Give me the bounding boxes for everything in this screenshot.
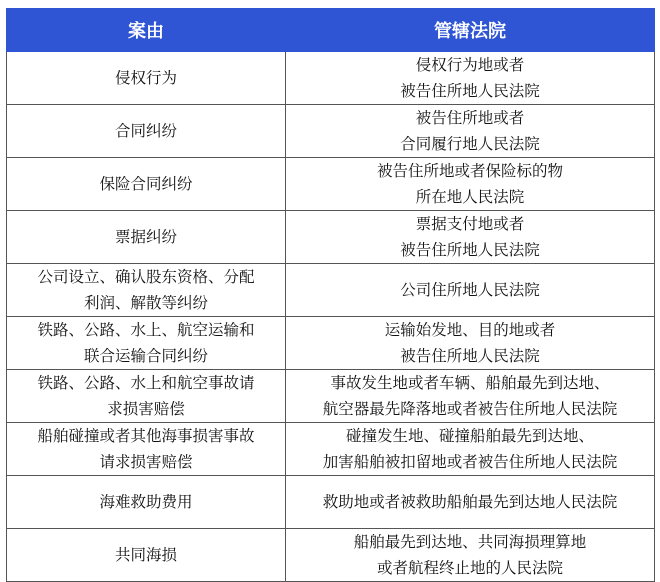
court-line: 船舶最先到达地、共同海损理算地 (353, 533, 587, 551)
cause-cell (7, 158, 286, 211)
cause-line: 船舶碰撞或者其他海事损害事故 (37, 427, 255, 445)
table-row (7, 158, 655, 211)
court-line: 被告住所地或者 (415, 109, 525, 127)
header-court: 管辖法院 (286, 9, 655, 52)
court-line: 加害船舶被扣留地或者被告住所地人民法院 (322, 453, 618, 471)
table-row (7, 476, 655, 529)
court-line: 公司住所地人民法院 (400, 281, 540, 299)
cause-cell (7, 370, 286, 423)
table-row (7, 370, 655, 423)
table-row (7, 317, 655, 370)
court-cell (286, 476, 655, 529)
cause-line: 铁路、公路、水上和航空事故请 (37, 374, 255, 392)
court-cell (286, 529, 655, 582)
court-line: 航空器最先降落地或者被告住所地人民法院 (322, 400, 618, 418)
court-cell (286, 52, 655, 105)
court-line: 事故发生地或者车辆、船舶最先到达地、 (330, 374, 610, 392)
court-cell (286, 211, 655, 264)
cause-cell (7, 529, 286, 582)
court-line: 被告住所地人民法院 (400, 82, 540, 100)
court-line: 票据支付地或者 (415, 215, 525, 233)
court-line: 被告住所地人民法院 (400, 241, 540, 259)
court-line: 被告住所地或者保险标的物 (376, 162, 563, 180)
cause-line: 海难救助费用 (99, 493, 193, 511)
table-row (7, 264, 655, 317)
court-line: 所在地人民法院 (415, 188, 525, 206)
court-line: 救助地或者被救助船舶最先到达地人民法院 (322, 493, 618, 511)
cause-line: 合同纠纷 (114, 122, 177, 140)
cause-line: 侵权行为 (114, 69, 177, 87)
court-line: 或者航程终止地的人民法院 (376, 559, 563, 577)
table-row (7, 423, 655, 476)
court-cell (286, 423, 655, 476)
cause-cell (7, 211, 286, 264)
cause-line: 共同海损 (114, 546, 177, 564)
court-cell (286, 370, 655, 423)
court-line: 合同履行地人民法院 (400, 135, 540, 153)
table-row (7, 211, 655, 264)
header-cause: 案由 (7, 9, 286, 52)
cause-line: 票据纠纷 (114, 228, 177, 246)
court-cell (286, 264, 655, 317)
court-cell (286, 105, 655, 158)
cause-line: 联合运输合同纠纷 (83, 347, 208, 365)
cause-line: 铁路、公路、水上、航空运输和 (37, 321, 255, 339)
court-line: 运输始发地、目的地或者 (384, 321, 556, 339)
court-line: 侵权行为地或者 (415, 56, 525, 74)
court-cell (286, 317, 655, 370)
court-line: 碰撞发生地、碰撞船舶最先到达地、 (345, 427, 594, 445)
table-row (7, 52, 655, 105)
cause-cell (7, 264, 286, 317)
cause-cell (7, 423, 286, 476)
cause-cell (7, 476, 286, 529)
table-header-row (7, 9, 655, 52)
cause-line: 公司设立、确认股东资格、分配 (37, 268, 255, 286)
cause-line: 求损害赔偿 (107, 400, 185, 418)
table-row (7, 529, 655, 582)
cause-line: 请求损害赔偿 (99, 453, 193, 471)
cause-cell (7, 105, 286, 158)
court-cell (286, 158, 655, 211)
court-line: 被告住所地人民法院 (400, 347, 540, 365)
jurisdiction-table (6, 8, 655, 582)
cause-cell (7, 52, 286, 105)
cause-line: 保险合同纠纷 (99, 175, 193, 193)
cause-line: 利润、解散等纠纷 (83, 294, 208, 312)
table-row (7, 105, 655, 158)
cause-cell (7, 317, 286, 370)
